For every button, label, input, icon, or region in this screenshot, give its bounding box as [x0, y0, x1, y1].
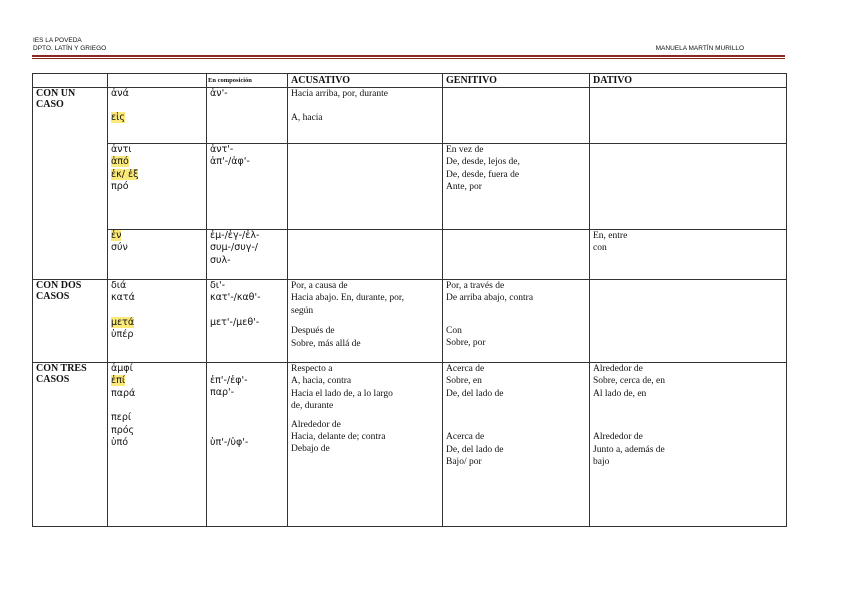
header-cell-accusative: ACUSATIVO — [288, 74, 443, 88]
highlighted-preposition: ἐπί — [111, 375, 126, 387]
header-rule-thin — [32, 58, 785, 59]
page-header-left — [33, 37, 106, 53]
genitive-cell — [443, 88, 590, 144]
preposition-cell: ἐν σύν — [108, 230, 207, 280]
highlighted-preposition: μετά — [111, 316, 135, 328]
accusative-cell — [288, 144, 443, 230]
table-row — [33, 88, 787, 144]
composition-cell: ἐπ'-/ἐφ'- παρ'- ὑπ'-/ὑφ'- — [207, 363, 288, 527]
dative-cell — [590, 280, 787, 363]
highlighted-preposition: ἀπό — [111, 156, 129, 168]
author-name: MANUELA MARTÍN MURILLO — [655, 45, 744, 52]
table-header-row — [33, 74, 787, 88]
group-three-cases: CON TRES CASOS — [33, 363, 108, 527]
composition-cell: ἀν'- — [207, 88, 288, 144]
preposition-cell: ἀνά εἰς — [108, 88, 207, 144]
genitive-cell: Por, a través de De arriba abajo, contra Con Sobre, por — [443, 280, 590, 363]
header-cell-composition: En composición — [207, 74, 288, 88]
dative-cell: Alrededor de Sobre, cerca de, en Al lado de, en Alrededor de Junto a, además de bajo — [590, 363, 787, 527]
department-name: DPTO. LATÍN Y GRIEGO — [33, 45, 107, 52]
table-row — [33, 280, 787, 363]
table-row — [33, 144, 787, 230]
accusative-cell — [288, 230, 443, 280]
table-row — [33, 230, 787, 280]
group-one-case: CON UN CASO — [33, 88, 108, 280]
header-rule — [32, 55, 785, 57]
preposition-cell: διά κατά μετά ὑπέρ — [108, 280, 207, 363]
prepositions-table — [32, 73, 787, 527]
composition-cell: ἐμ-/ἐγ-/ἐλ- συμ-/συγ-/ συλ- — [207, 230, 288, 280]
table-row — [33, 363, 787, 527]
group-two-cases: CON DOS CASOS — [33, 280, 108, 363]
header-cell-preposition — [108, 74, 207, 88]
composition-cell: δι'- κατ'-/καθ'- μετ'-/μεθ'- — [207, 280, 288, 363]
dative-cell — [590, 144, 787, 230]
genitive-cell — [443, 230, 590, 280]
accusative-cell: Respecto a A, hacia, contra Hacia el lado de, a lo largo de, durante Alrededor de Hacia, delante de; contra Debajo de — [288, 363, 443, 527]
dative-cell — [590, 88, 787, 144]
header-cell-genitive: GENITIVO — [443, 74, 590, 88]
accusative-cell: Hacia arriba, por, durante A, hacia — [288, 88, 443, 144]
highlighted-preposition: ἐκ/ ἐξ — [111, 168, 139, 180]
school-name: IES LA POVEDA — [33, 37, 82, 44]
genitive-cell: En vez de De, desde, lejos de, De, desde, fuera de Ante, por — [443, 144, 590, 230]
header-cell-dative: DATIVO — [590, 74, 787, 88]
preposition-cell: ἀμφί ἐπί παρά περί πρός ὑπό — [108, 363, 207, 527]
composition-cell: ἀντ'- ἀπ'-/ἀφ'- — [207, 144, 288, 230]
accusative-cell: Por, a causa de Hacia abajo. En, durante, por, según Después de Sobre, más allá de — [288, 280, 443, 363]
highlighted-preposition: εἰς — [111, 112, 125, 124]
header-cell-group — [33, 74, 108, 88]
highlighted-preposition: ἐν — [111, 230, 122, 241]
dative-cell: En, entre con — [590, 230, 787, 280]
genitive-cell: Acerca de Sobre, en De, del lado de Acerca de De, del lado de Bajo/ por — [443, 363, 590, 527]
preposition-cell: ἀντι ἀπό ἐκ/ ἐξ πρό — [108, 144, 207, 230]
